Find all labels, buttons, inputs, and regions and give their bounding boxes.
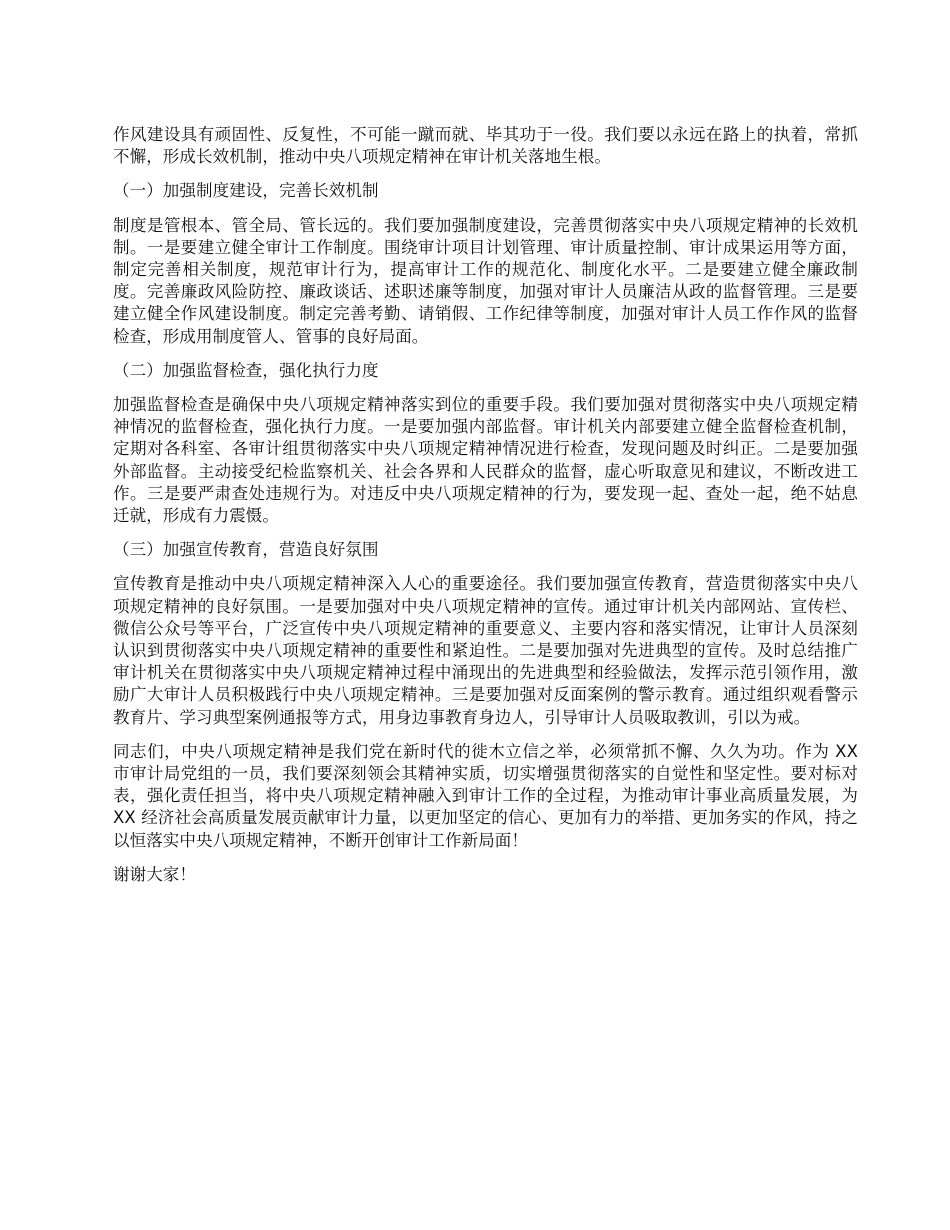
body-paragraph: 加强监督检查是确保中央八项规定精神落实到位的重要手段。我们要加强对贯彻落实中央八项规定精神情况的监督检查，强化执行力度。一是要加强内部监督。审计机关内部要建立健全监督检查机制，定期对各科室、各审计组贯彻落实中央八项规定精神情况进行检查，发现问题及时纠正。二是要加强外部监督。主动接受纪检监察机关、社会各界和人民群众的监督，虚心听取意见和建议，不断改进工作。三是要严肃查处违规行为。对违反中央八项规定精神的行为，要发现一起、查处一起，绝不姑息迁就，形成有力震慑。 xyxy=(113,395,858,526)
document-page xyxy=(113,124,858,886)
closing-line: 谢谢大家！ xyxy=(113,864,196,884)
section-heading: （二）加强监督检查，强化执行力度 xyxy=(113,360,379,380)
body-paragraph: 作风建设具有顽固性、反复性，不可能一蹴而就、毕其功于一役。我们要以永远在路上的执着，常抓不懈，形成长效机制，推动中央八项规定精神在审计机关落地生根。 xyxy=(113,125,858,167)
body-paragraph: 同志们，中央八项规定精神是我们党在新时代的徙木立信之举，必须常抓不懈、久久为功。作为 XX 市审计局党组的一员，我们要深刻领会其精神实质，切实增强贯彻落实的自觉性和坚定性。要对标对表，强化责任担当，将中央八项规定精神融入到审计工作的全过程，为推动审计事业高质量发展，为 XX 经济社会高质量发展贡献审计力量，以更加坚定的信心、更加有力的举措、更加务实的作风，持之以恒落实中央八项规定精神，不断开创审计工作新局面！ xyxy=(113,741,858,850)
body-paragraph: 宣传教育是推动中央八项规定精神深入人心的重要途径。我们要加强宣传教育，营造贯彻落实中央八项规定精神的良好氛围。一是要加强对中央八项规定精神的宣传。通过审计机关内部网站、宣传栏、微信公众号等平台，广泛宣传中央八项规定精神的重要意义、主要内容和落实情况，让审计人员深刻认识到贯彻落实中央八项规定精神的重要性和紧迫性。二是要加强对先进典型的宣传。及时总结推广审计机关在贯彻落实中央八项规定精神过程中涌现出的先进典型和经验做法，发挥示范引领作用，激励广大审计人员积极践行中央八项规定精神。三是要加强对反面案例的警示教育。通过组织观看警示教育片、学习典型案例通报等方式，用身边事教育身边人，引导审计人员吸取教训，引以为戒。 xyxy=(113,574,858,727)
section-heading: （一）加强制度建设，完善长效机制 xyxy=(113,181,379,201)
body-paragraph: 制度是管根本、管全局、管长远的。我们要加强制度建设，完善贯彻落实中央八项规定精神的长效机制。一是要建立健全审计工作制度。围绕审计项目计划管理、审计质量控制、审计成果运用等方面，制定完善相关制度，规范审计行为，提高审计工作的规范化、制度化水平。二是要建立健全廉政制度。完善廉政风险防控、廉政谈话、述职述廉等制度，加强对审计人员廉洁从政的监督管理。三是要建立健全作风建设制度。制定完善考勤、请销假、工作纪律等制度，加强对审计人员工作作风的监督检查，形成用制度管人、管事的良好局面。 xyxy=(113,215,858,346)
section-heading: （三）加强宣传教育，营造良好氛围 xyxy=(113,540,379,560)
